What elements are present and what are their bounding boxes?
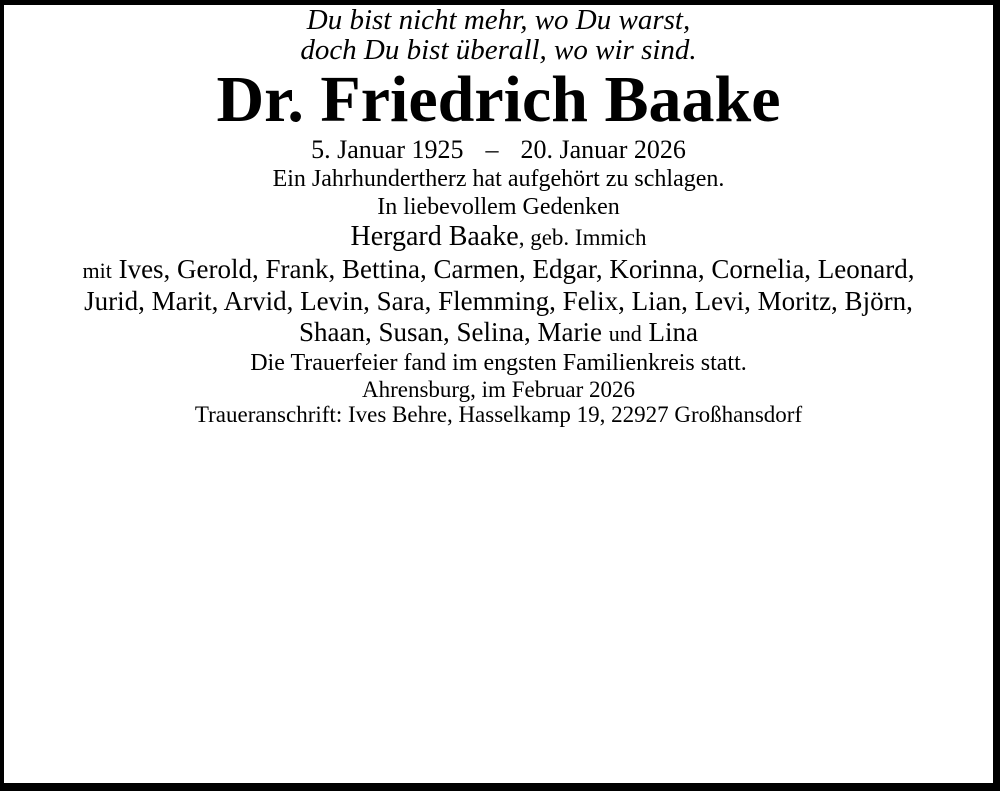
place-date-line: Ahrensburg, im Februar 2026 bbox=[362, 377, 635, 402]
family-line-3 bbox=[4, 317, 993, 349]
spouse-line bbox=[4, 221, 993, 254]
family-last-name: Lina bbox=[648, 317, 698, 347]
family-line-2: Jurid, Marit, Arvid, Levin, Sara, Flemming, Felix, Lian, Levi, Moritz, Björn, bbox=[84, 286, 913, 316]
spouse-name: Hergard Baake bbox=[350, 221, 519, 252]
notice-footer bbox=[4, 377, 993, 427]
family-names-line-3: Shaan, Susan, Selina, Marie bbox=[299, 317, 602, 347]
funeral-note: Die Trauerfeier fand im engsten Familienkreis statt. bbox=[250, 350, 747, 376]
family-line-1 bbox=[4, 254, 993, 286]
family-names-line-1: Ives, Gerold, Frank, Bettina, Carmen, Edgar, Korinna, Cornelia, Leonard, bbox=[118, 254, 915, 284]
condolence-address-line: Traueranschrift: Ives Behre, Hasselkamp 19, 22927 Großhansdorf bbox=[194, 402, 803, 427]
death-date: 20. Januar 2026 bbox=[520, 135, 686, 164]
dates-separator: – bbox=[485, 135, 499, 164]
deceased-name: Dr. Friedrich Baake bbox=[216, 63, 781, 136]
memorial-sentence: Ein Jahrhundertherz hat aufgehört zu schlagen. bbox=[272, 166, 725, 192]
memorial-quote bbox=[4, 5, 993, 65]
quote-line-1: Du bist nicht mehr, wo Du warst, bbox=[306, 4, 691, 36]
birth-date: 5. Januar 1925 bbox=[311, 135, 464, 164]
life-dates bbox=[4, 135, 993, 165]
family-prefix: mit bbox=[82, 258, 112, 283]
family-und-word: und bbox=[608, 321, 642, 346]
gedenken-line: In liebevollem Gedenken bbox=[377, 194, 620, 220]
spouse-maiden-name: , geb. Immich bbox=[518, 225, 647, 250]
quote-line-2: doch Du bist überall, wo wir sind. bbox=[300, 34, 697, 66]
family-names-block bbox=[4, 254, 993, 349]
